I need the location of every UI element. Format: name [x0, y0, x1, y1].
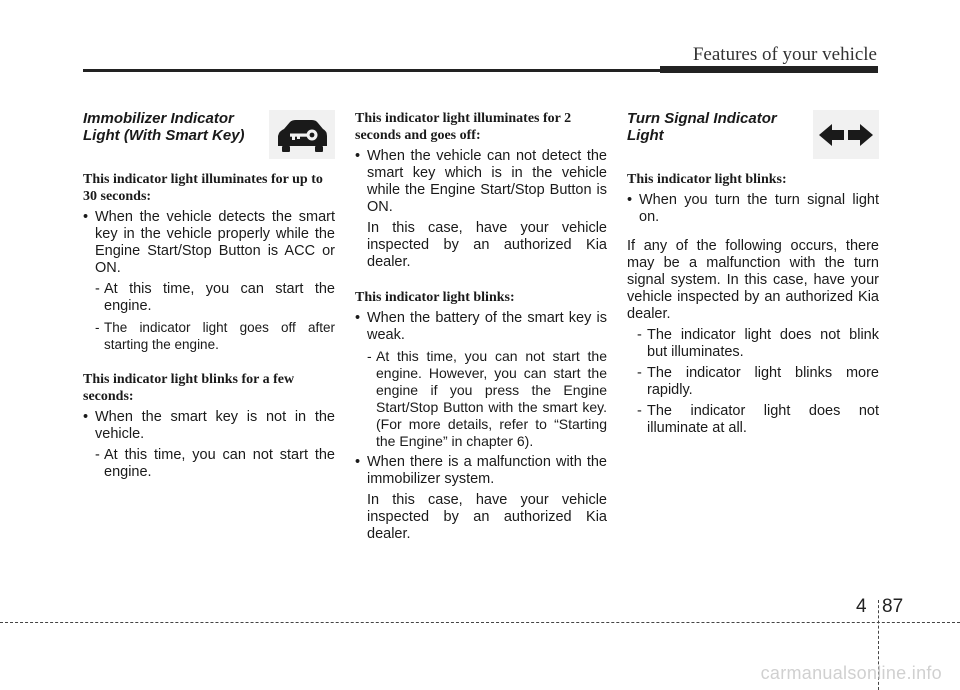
- paragraph: If any of the following occurs, there may be a malfunction with the turn signal system. In this case, have your vehicle inspected by an authorized Kia dealer.: [627, 238, 879, 322]
- dash-item: - The indicator light blinks more rapidly.: [627, 365, 879, 399]
- subheading: This indicator light blinks:: [627, 172, 787, 187]
- title-line: Turn Signal Indicator: [627, 110, 777, 127]
- section-title: [627, 110, 797, 144]
- dash-item: - The indicator light does not blink but illuminates.: [627, 327, 879, 361]
- running-header: Features of your vehicle: [692, 44, 877, 65]
- turn-signal-arrows-icon: [813, 110, 879, 159]
- section-title: [83, 110, 253, 144]
- car-key-indicator-icon: [269, 110, 335, 159]
- subheading: This indicator light illuminates for 2 seconds and goes off:: [355, 111, 572, 143]
- bullet-item: • When the vehicle detects the smart key in the vehicle properly while the Engine Start/Stop Button is ACC or ON.: [83, 209, 335, 277]
- title-line: Light (With Smart Key): [83, 127, 245, 144]
- bullet-item: • When the smart key is not in the vehicle.: [83, 409, 335, 443]
- subheading: This indicator light illuminates for up to 30 seconds:: [83, 172, 323, 204]
- column-immobilizer: [83, 110, 335, 485]
- bullet-item: • When you turn the turn signal light on.: [627, 192, 879, 226]
- dash-item: - The indicator light goes off after starting the engine.: [83, 319, 335, 353]
- subheading: This indicator light blinks:: [355, 290, 515, 305]
- title-line: Light: [627, 127, 664, 144]
- footer-rule: [0, 622, 960, 623]
- page-number: 87: [882, 596, 904, 617]
- title-line: Immobilizer Indicator: [83, 110, 234, 127]
- bullet-item: • When the vehicle can not detect the smart key which is in the vehicle while the Engine Start/Stop Button is ON.: [355, 148, 607, 216]
- bullet-item: • When the battery of the smart key is weak.: [355, 310, 607, 344]
- dash-item: - The indicator light does not illuminate at all.: [627, 403, 879, 437]
- watermark: carmanualsonline.info: [760, 663, 942, 683]
- subheading: This indicator light blinks for a few seconds:: [83, 372, 295, 404]
- dash-item: - At this time, you can not start the engine. However, you can start the engine if you press the Engine Start/Stop Button with the smart key. (For more details, refer to “Starting the Engine” in chapter 6).: [355, 348, 607, 450]
- section-heading-turn-signal: [627, 110, 879, 159]
- column-smart-key: [355, 110, 607, 547]
- dash-item: - At this time, you can start the engine.: [83, 281, 335, 315]
- indented-paragraph: In this case, have your vehicle inspected by an authorized Kia dealer.: [367, 492, 607, 542]
- header-rule-accent: [660, 66, 878, 73]
- section-heading-immobilizer: [83, 110, 335, 159]
- chapter-number: 4: [856, 596, 867, 617]
- column-turn-signal: [627, 110, 879, 441]
- bullet-item: • When there is a malfunction with the immobilizer system.: [355, 454, 607, 488]
- indented-paragraph: In this case, have your vehicle inspected by an authorized Kia dealer.: [367, 220, 607, 270]
- dash-item: - At this time, you can not start the engine.: [83, 447, 335, 481]
